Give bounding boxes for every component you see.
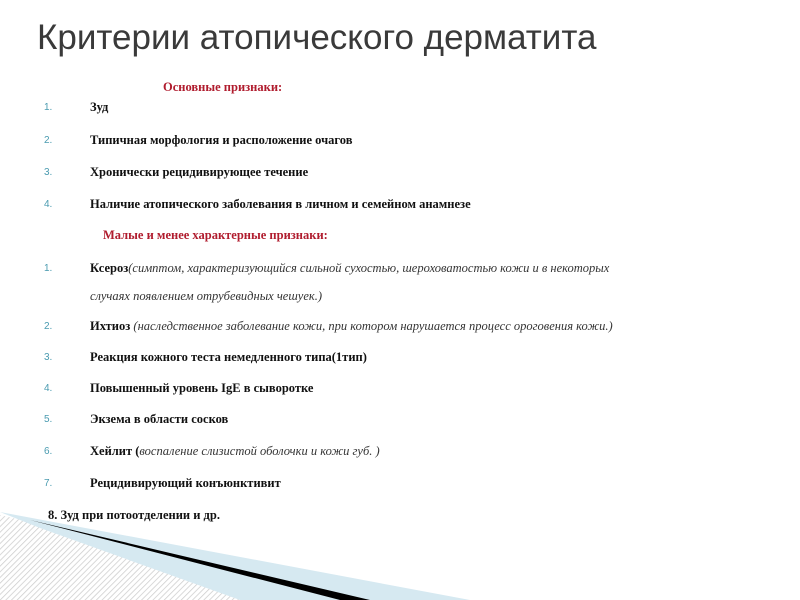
item-number: 6. xyxy=(44,446,53,457)
item-number: 1. xyxy=(44,102,53,113)
item-number: 1. xyxy=(44,263,53,274)
item-text xyxy=(90,319,613,334)
item-number: 4. xyxy=(44,199,53,210)
item-text: Хронически рецидивирующее течение xyxy=(90,165,309,179)
item-number: 3. xyxy=(44,167,53,178)
item-number: 2. xyxy=(44,135,53,146)
slide-title: Критерии атопического дерматита xyxy=(37,18,597,57)
item-text: Рецидивирующий конъюнктивит xyxy=(90,476,281,490)
description: (симптом, характеризующийся сильной сухостью, шероховатостью кожи и в некоторых xyxy=(128,261,610,275)
item-text: Наличие атопического заболевания в личном и семейном анамнезе xyxy=(90,197,471,211)
term: Ксероз xyxy=(90,261,129,275)
term: Хейлит ( xyxy=(90,444,140,458)
item-text: Экзема в области сосков xyxy=(90,412,229,426)
item-number: 7. xyxy=(44,478,53,489)
list-item-last: 8. Зуд при потоотделении и др. xyxy=(48,508,220,522)
item-text xyxy=(90,261,609,276)
item-number: 5. xyxy=(44,414,53,425)
item-number: 2. xyxy=(44,321,53,332)
item-text: Повышенный уровень IgE в сыворотке xyxy=(90,381,314,395)
item-number: 3. xyxy=(44,352,53,363)
major-heading: Основные признаки: xyxy=(163,80,283,94)
term: Ихтиоз xyxy=(90,319,134,333)
item-text xyxy=(90,444,380,459)
item-number: 4. xyxy=(44,383,53,394)
item-text: Типичная морфология и расположение очагов xyxy=(90,133,353,147)
minor-heading: Малые и менее характерные признаки: xyxy=(103,228,328,242)
description: (наследственное заболевание кожи, при котором нарушается процесс ороговения кожи.) xyxy=(133,319,613,333)
description: случаях появлением отрубевидных чешуек.) xyxy=(90,289,323,303)
item-text: Зуд xyxy=(90,100,109,114)
item-text: Реакция кожного теста немедленного типа(1тип) xyxy=(90,350,367,364)
description: воспаление слизистой оболочки и кожи губ. ) xyxy=(139,444,380,458)
